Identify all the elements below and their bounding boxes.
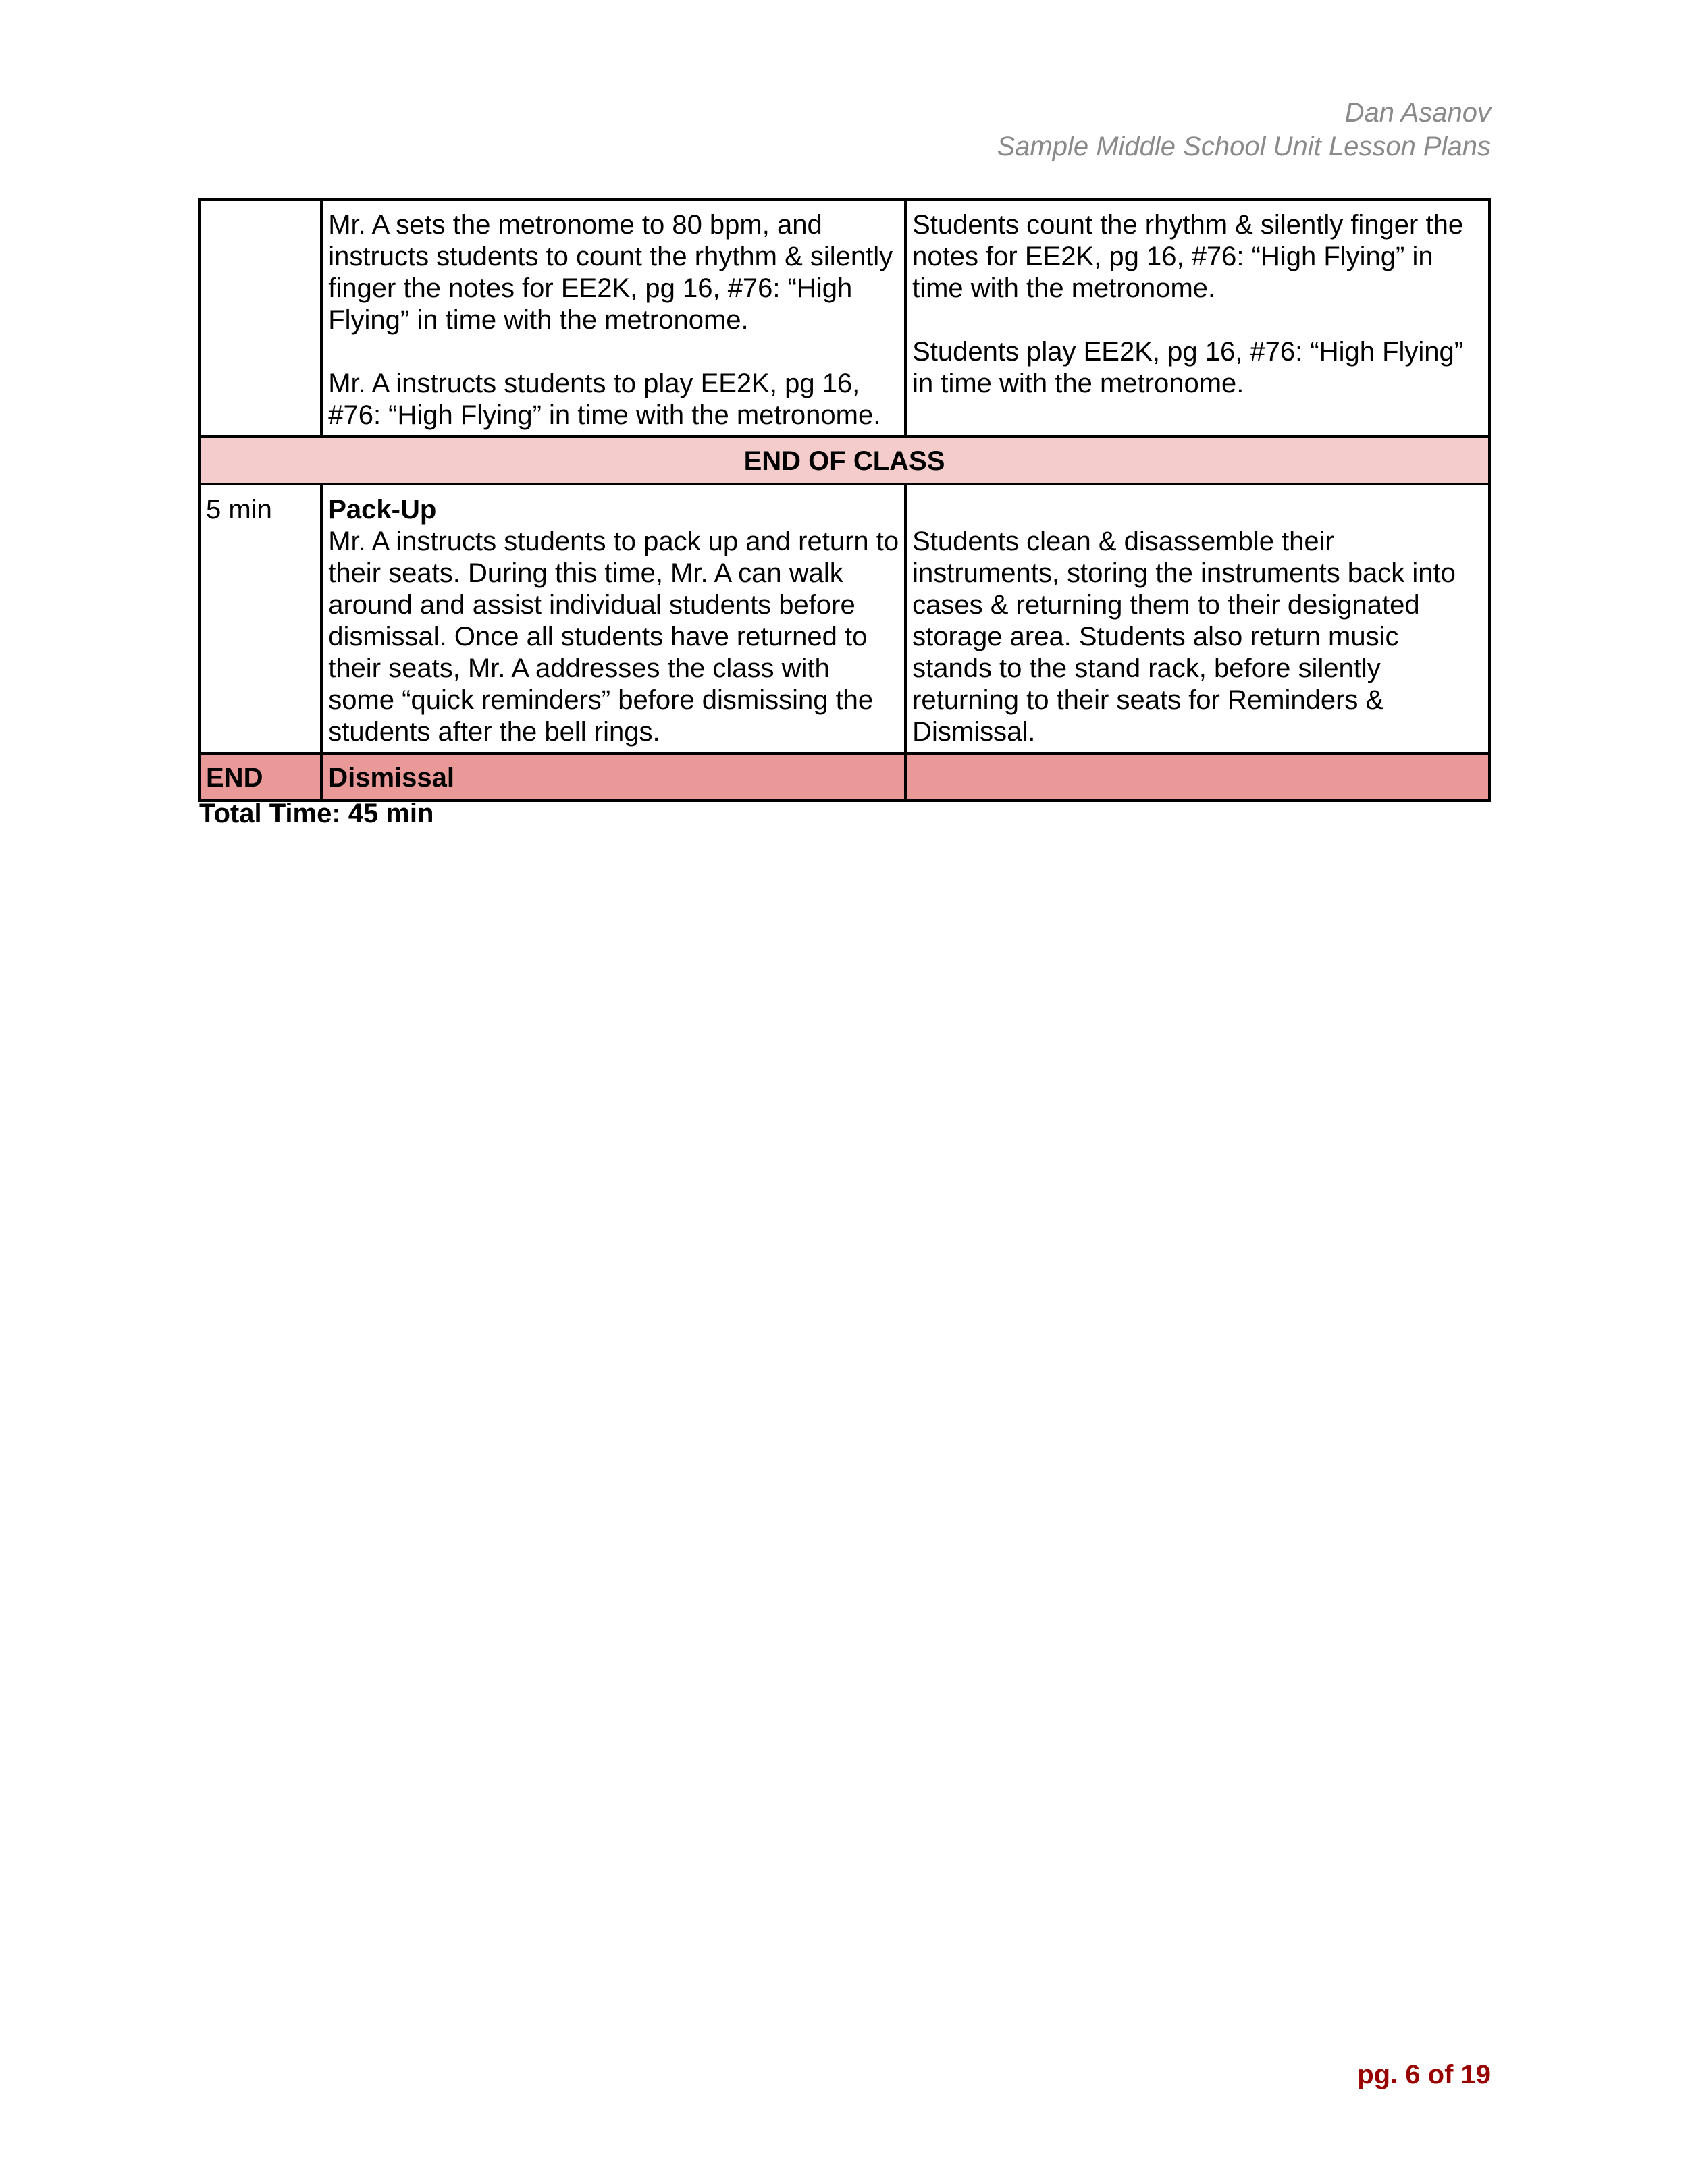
lesson-plan-table — [198, 198, 1491, 802]
section-heading-end-of-class: END OF CLASS — [199, 437, 1489, 484]
table-row-dismissal — [199, 753, 1489, 801]
table-row-metronome — [199, 199, 1489, 437]
student-activity-text: Students play EE2K, pg 16, #76: “High Flying” in time with the metronome. — [912, 337, 1464, 398]
table-row-packup — [199, 484, 1489, 753]
activity-heading: Pack-Up — [328, 495, 437, 525]
time-cell: END — [199, 753, 321, 801]
teacher-activity-text: Mr. A instructs students to pack up and return to their seats. During this time, Mr. A can walk around and assist individual students before dismissal. Once all students have returned to their seats, Mr. A addresses the class with some “quick reminders” before dismissing the students after the bell rings. — [328, 527, 899, 747]
time-cell — [199, 199, 321, 437]
total-time: Total Time: 45 min — [199, 799, 434, 828]
student-activity-text: Students count the rhythm & silently finger the notes for EE2K, pg 16, #76: “High Flying” in time with the metronome. — [912, 210, 1464, 303]
page-number: pg. 6 of 19 — [1357, 2060, 1491, 2089]
header-author: Dan Asanov — [1344, 98, 1491, 128]
student-activity-cell — [905, 753, 1489, 801]
teacher-activity-cell — [321, 199, 905, 437]
paragraph-spacer — [328, 336, 899, 368]
teacher-activity-text: Mr. A sets the metronome to 80 bpm, and instructs students to count the rhythm & silently finger the notes for EE2K, pg 16, #76: “High Flying” in time with the metronome. — [328, 210, 893, 335]
activity-heading: Dismissal — [321, 753, 905, 801]
section-row-end-of-class — [199, 437, 1489, 484]
teacher-activity-text: Mr. A instructs students to play EE2K, pg 16, #76: “High Flying” in time with the metronome. — [328, 369, 881, 430]
student-activity-text: Students clean & disassemble their instruments, storing the instruments back into cases & returning them to their designated storage area. Students also return music stands to the stand rack, before silently returning to their seats for Reminders & Dismissal. — [912, 527, 1456, 747]
paragraph-spacer — [912, 494, 1483, 526]
paragraph-spacer — [912, 304, 1483, 336]
header-document-title: Sample Middle School Unit Lesson Plans — [997, 132, 1491, 161]
time-cell: 5 min — [199, 484, 321, 753]
document-header — [997, 96, 1491, 163]
student-activity-cell — [905, 484, 1489, 753]
student-activity-cell — [905, 199, 1489, 437]
teacher-activity-cell — [321, 484, 905, 753]
